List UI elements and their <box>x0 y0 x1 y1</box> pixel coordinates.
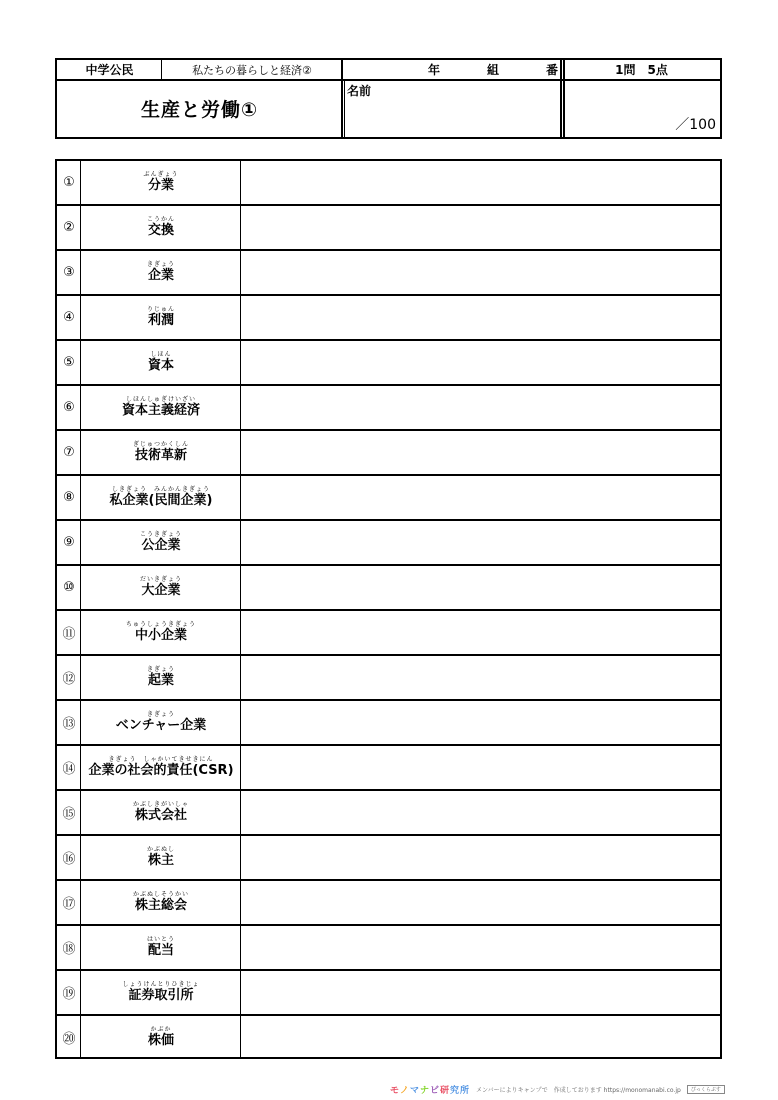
class-label: 組 <box>487 63 500 77</box>
term-cell <box>81 836 241 879</box>
row-number: ⑪ <box>62 627 76 642</box>
term-word: 私企業(民間企業) <box>109 493 213 508</box>
term-cell <box>81 656 241 699</box>
term-word: 資本 <box>147 358 174 373</box>
term-cell <box>81 431 241 474</box>
term-word: 交換 <box>147 223 174 238</box>
table-row <box>57 386 720 431</box>
header-divider <box>57 79 720 81</box>
row-number: ⑲ <box>62 987 76 1002</box>
answer-field[interactable] <box>241 701 720 744</box>
term-reading: かぶしきがいしゃ <box>132 801 189 808</box>
term-word: 企業の社会的責任(CSR) <box>88 763 234 778</box>
term-cell <box>81 746 241 789</box>
term-cell <box>81 926 241 969</box>
term-reading: きぎょう しゃかいてきせきにん <box>108 756 214 763</box>
table-row <box>57 341 720 386</box>
term-reading: かぶぬし <box>146 846 175 853</box>
table-row <box>57 521 720 566</box>
row-number: ③ <box>63 265 75 280</box>
term-reading: きぎょう <box>146 711 175 718</box>
header-divider <box>344 81 345 137</box>
answer-field[interactable] <box>241 881 720 924</box>
term-cell <box>81 611 241 654</box>
term-word: 株価 <box>147 1033 174 1048</box>
answer-field[interactable] <box>241 386 720 429</box>
answer-field[interactable] <box>241 476 720 519</box>
footer-text: メンバーによりキャンプで 作成しております https://monomanabi.co.jp <box>476 1086 681 1094</box>
answer-field[interactable] <box>241 161 720 204</box>
term-word: 利潤 <box>147 313 174 328</box>
table-row <box>57 701 720 746</box>
table-row <box>57 251 720 296</box>
term-word: 企業 <box>147 268 174 283</box>
table-row <box>57 296 720 341</box>
term-reading: ぶんぎょう <box>143 171 179 178</box>
term-reading: きぎょう <box>146 666 175 673</box>
table-row <box>57 971 720 1016</box>
answer-field[interactable] <box>241 206 720 249</box>
publisher-logo: モノマナビ研究所 <box>390 1085 471 1096</box>
term-cell <box>81 251 241 294</box>
answer-field[interactable] <box>241 521 720 564</box>
term-word: 株主 <box>147 853 174 868</box>
term-word: 分業 <box>147 178 174 193</box>
header-divider <box>161 60 162 79</box>
table-row <box>57 836 720 881</box>
row-number: ⑦ <box>63 445 75 460</box>
table-row <box>57 656 720 701</box>
term-reading: りじゅん <box>146 306 175 313</box>
answer-field[interactable] <box>241 611 720 654</box>
table-row <box>57 881 720 926</box>
year-label: 年 <box>428 63 441 77</box>
term-reading: ちゅうしょうきぎょう <box>125 621 196 628</box>
term-cell <box>81 701 241 744</box>
term-word: 中小企業 <box>134 628 187 643</box>
name-label: 名前 <box>347 84 372 98</box>
row-number: ⑭ <box>62 762 76 777</box>
row-number: ⑫ <box>62 672 76 687</box>
term-word: 技術革新 <box>134 448 187 463</box>
term-word: 証券取引所 <box>128 988 194 1003</box>
term-word: 資本主義経済 <box>121 403 200 418</box>
worksheet-header <box>55 58 722 139</box>
row-number: ⑩ <box>63 580 75 595</box>
row-number: ⑥ <box>63 400 75 415</box>
table-row <box>57 1016 720 1061</box>
answer-field[interactable] <box>241 341 720 384</box>
row-number: ② <box>63 220 75 235</box>
table-row <box>57 791 720 836</box>
subject-label: 中学公民 <box>85 63 134 77</box>
row-number: ⑳ <box>62 1032 76 1047</box>
vocabulary-table <box>55 159 722 1059</box>
term-reading: しほんしゅぎけいざい <box>125 396 196 403</box>
term-cell <box>81 476 241 519</box>
term-word: 株主総会 <box>134 898 187 913</box>
term-cell <box>81 206 241 249</box>
row-number: ⑯ <box>62 852 76 867</box>
term-reading: かぶか <box>150 1026 172 1033</box>
term-cell <box>81 161 241 204</box>
row-number: ① <box>63 175 75 190</box>
term-cell <box>81 386 241 429</box>
row-number: ⑬ <box>62 717 76 732</box>
term-cell <box>81 791 241 834</box>
table-row <box>57 611 720 656</box>
term-reading: だいきぎょう <box>139 576 182 583</box>
row-number: ⑱ <box>62 942 76 957</box>
answer-field[interactable] <box>241 656 720 699</box>
footer <box>390 1082 772 1096</box>
answer-field[interactable] <box>241 296 720 339</box>
answer-field[interactable] <box>241 926 720 969</box>
footer-badge: ぴっくらぷす <box>687 1085 725 1094</box>
row-number: ⑰ <box>62 897 76 912</box>
term-reading: こうかん <box>146 216 175 223</box>
score-total: ／100 <box>675 117 716 133</box>
answer-field[interactable] <box>241 566 720 609</box>
table-row <box>57 161 720 206</box>
term-word: ベンチャー企業 <box>115 718 207 733</box>
term-cell <box>81 1016 241 1059</box>
header-divider <box>563 60 565 137</box>
term-word: 大企業 <box>141 583 181 598</box>
term-reading: こうきぎょう <box>139 531 182 538</box>
term-word: 株式会社 <box>134 808 187 823</box>
term-cell <box>81 521 241 564</box>
page-title: 生産と労働① <box>140 98 259 121</box>
row-number: ④ <box>63 310 75 325</box>
table-row <box>57 566 720 611</box>
term-word: 起業 <box>147 673 174 688</box>
name-field[interactable] <box>345 81 560 135</box>
score-info: 1問 5点 <box>615 63 668 77</box>
answer-field[interactable] <box>241 251 720 294</box>
answer-field[interactable] <box>241 836 720 879</box>
term-cell <box>81 296 241 339</box>
row-number: ⑤ <box>63 355 75 370</box>
term-reading: ぎじゅつかくしん <box>132 441 189 448</box>
answer-field[interactable] <box>241 1016 720 1059</box>
term-cell <box>81 971 241 1014</box>
term-reading: はいとう <box>146 936 175 943</box>
term-reading: きぎょう <box>146 261 175 268</box>
header-divider <box>341 60 343 137</box>
term-cell <box>81 566 241 609</box>
header-divider <box>560 60 562 137</box>
table-row <box>57 476 720 521</box>
row-number: ⑮ <box>62 807 76 822</box>
table-row <box>57 431 720 476</box>
table-row <box>57 926 720 971</box>
answer-field[interactable] <box>241 971 720 1014</box>
row-number: ⑨ <box>63 535 75 550</box>
term-cell <box>81 341 241 384</box>
unit-label: 私たちの暮らしと経済② <box>192 63 312 77</box>
answer-field[interactable] <box>241 791 720 834</box>
table-row <box>57 206 720 251</box>
class-info <box>342 60 563 79</box>
term-reading: しほん <box>150 351 172 358</box>
term-reading: しきぎょう みんかんきぎょう <box>111 486 210 493</box>
term-word: 配当 <box>147 943 174 958</box>
row-number: ⑧ <box>63 490 75 505</box>
term-reading: しょうけんとりひきじょ <box>122 981 200 988</box>
term-cell <box>81 881 241 924</box>
answer-field[interactable] <box>241 746 720 789</box>
term-word: 公企業 <box>141 538 181 553</box>
term-reading: かぶぬしそうかい <box>132 891 189 898</box>
answer-field[interactable] <box>241 431 720 474</box>
number-label: 番 <box>546 63 559 77</box>
table-row <box>57 746 720 791</box>
score-field[interactable] <box>565 81 718 135</box>
